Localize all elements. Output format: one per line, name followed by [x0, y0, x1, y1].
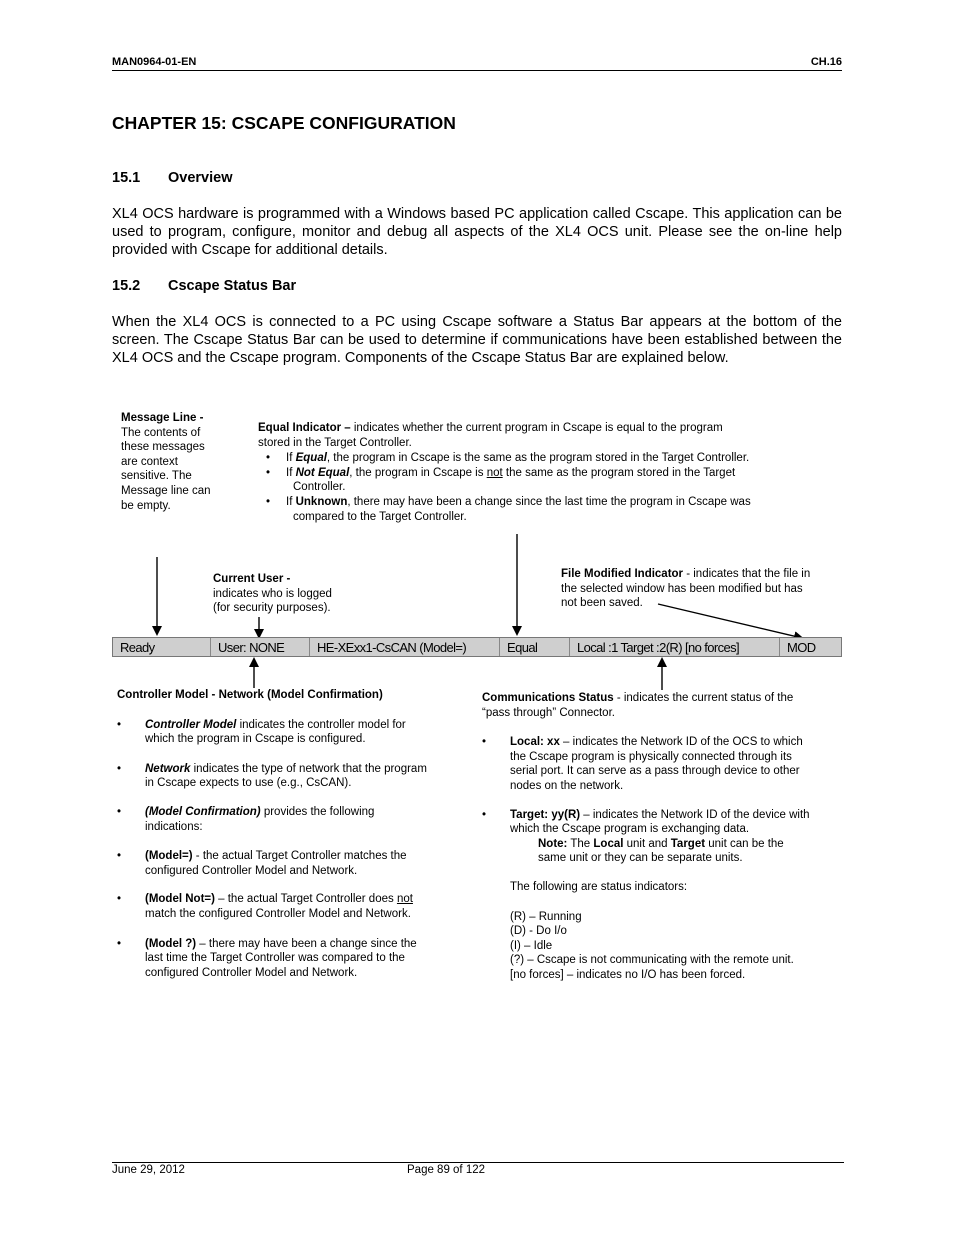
- bullet-text: If: [286, 495, 296, 508]
- message-line-text: these messages: [121, 441, 205, 454]
- current-user-title: Current User -: [213, 573, 291, 585]
- status-bar-paragraph: When the XL4 OCS is connected to a PC using Cscape software a Status Bar appears at the bottom of the screen. The Cscape Status Bar can be used to determine if communications have been established between the XL4 OCS and the Cscape program. Components of the Cscape Status Bar are explained below.: [112, 314, 842, 366]
- current-user-text: indicates who is logged: [213, 587, 332, 600]
- bullet-key: (Model=): [145, 850, 193, 863]
- section-title: Overview: [168, 170, 233, 186]
- bullet-key: Controller Model: [145, 718, 237, 731]
- bullet-text: which the Cscape program is exchanging data.: [510, 823, 750, 836]
- bullet-text: which the program in Cscape is configured.: [145, 733, 366, 746]
- chapter-title: CHAPTER 15: CSCAPE CONFIGURATION: [112, 113, 456, 133]
- bullet-text: the same as the program stored in the Target: [502, 466, 736, 479]
- indicator-item: [no forces] – indicates no I/O has been forced.: [510, 968, 746, 981]
- bullet-key: Network: [145, 762, 191, 775]
- section-number: 15.1: [112, 170, 141, 186]
- indicator-item: (R) – Running: [510, 910, 582, 923]
- bullet-text: – there may have been a change since the: [196, 937, 417, 950]
- bullet-text: If: [286, 466, 296, 479]
- bullet-text: provides the following: [260, 805, 375, 818]
- footer-date: June 29, 2012: [112, 1164, 185, 1176]
- message-line-text: The contents of: [121, 426, 201, 439]
- bullet-text: in Cscape expects to use (e.g., CsCAN).: [145, 777, 352, 790]
- section-title: Cscape Status Bar: [168, 278, 297, 294]
- bullet-text: If: [286, 452, 296, 465]
- note-text: The: [567, 837, 594, 850]
- file-modified-arrow: [658, 604, 802, 638]
- bullet-underline: not: [486, 466, 503, 479]
- overview-paragraph: XL4 OCS hardware is programmed with a Windows based PC application called Cscape. This application can be used to program, configure, monitor and debug all aspects of the XL4 OCS unit. Please see the on-line help provided with Cscape for additional details.: [112, 206, 842, 258]
- equal-bullet-2-cont: Controller.: [293, 481, 346, 494]
- network-bullet: • Network indicates the type of network that the program in Cscape expects to use (e.g., CsCAN).: [117, 762, 462, 791]
- equal-bullet-1: • If Equal, the program in Cscape is the same as the program stored in the Target Controller.: [266, 452, 750, 465]
- equal-bullet-3: • If Unknown, there may have been a change since the last time the program in Cscape was: [266, 495, 751, 508]
- local-bullet: • Local: xx – indicates the Network ID of the OCS to which the Cscape program is physically connected through its serial port. It can serve as a pass through device to other nodes on the network.: [482, 735, 844, 793]
- bullet-text: last time the Target Controller was compared to the: [145, 952, 405, 965]
- message-line-title: Message Line -: [121, 412, 204, 424]
- bullet-text: indicates the controller model for: [236, 718, 406, 731]
- bullet-text: match the configured Controller Model and Network.: [145, 907, 411, 920]
- bullet-text: the Cscape program is physically connected through its: [510, 750, 792, 763]
- controller-model-bullet: • Controller Model indicates the controller model for which the program in Cscape is configured.: [117, 718, 462, 747]
- indicator-item: (?) – Cscape is not communicating with the remote unit.: [510, 954, 794, 967]
- equal-intro-cont: stored in the Target Controller.: [258, 436, 412, 449]
- equal-bullet-3-cont: compared to the Target Controller.: [293, 510, 467, 523]
- message-line-text: be empty.: [121, 499, 171, 512]
- file-modified-text: not been saved.: [561, 597, 643, 610]
- footer-rule: [112, 1162, 844, 1163]
- bullet-text: – indicates the Network ID of the OCS to which: [559, 736, 803, 749]
- bullet-underline: not: [396, 893, 413, 906]
- cscape-status-bar: [112, 637, 842, 657]
- bullet-text: , there may have been a change since the last time the program in Cscape was: [347, 495, 751, 508]
- comm-status-text: - indicates the current status of the: [613, 692, 794, 704]
- equal-intro: indicates whether the current program in Cscape is equal to the program: [350, 422, 723, 434]
- bullet-text: indications:: [145, 820, 203, 833]
- note-key: Target: [670, 837, 706, 850]
- current-user-text: (for security purposes).: [213, 602, 331, 615]
- section-number: 15.2: [112, 278, 141, 294]
- bullet-text: nodes on the network.: [510, 779, 624, 792]
- doc-id: MAN0964-01-EN: [112, 56, 197, 68]
- model-confirmation-bullet: • (Model Confirmation) provides the following indications:: [117, 805, 462, 834]
- target-bullet: • Target: yy(R) – indicates the Network ID of the device with which the Cscape program is exchanging data. Note: The Local unit and Target unit can be the same unit or they can be separate units.: [482, 808, 844, 866]
- bullet-key: (Model Confirmation): [145, 805, 261, 818]
- file-modified-title: File Modified Indicator: [561, 568, 684, 580]
- controller-model-title: Controller Model - Network (Model Confirmation): [117, 689, 383, 701]
- file-modified-text: - indicates that the file in: [683, 568, 811, 580]
- bullet-key: Local: xx: [510, 736, 560, 749]
- bullet-text: – indicates the Network ID of the device with: [580, 808, 810, 821]
- bullet-text: indicates the type of network that the program: [190, 762, 427, 775]
- bullet-key: Unknown: [295, 495, 348, 508]
- bullet-text: configured Controller Model and Network.: [145, 864, 358, 877]
- bullet-key: Target: yy(R): [510, 808, 581, 821]
- bullet-text: – the actual Target Controller does: [214, 893, 397, 906]
- note-text: unit and: [623, 837, 671, 850]
- status-user: User: NONE: [211, 638, 310, 656]
- bullet-key: (Model ?): [145, 937, 197, 950]
- bullet-key: Equal: [295, 452, 327, 465]
- message-line-text: sensitive. The: [121, 470, 192, 483]
- message-line-text: Message line can: [121, 484, 211, 497]
- status-comm: Local :1 Target :2(R) [no forces]: [570, 638, 780, 656]
- status-model: HE-XExx1-CsCAN (Model=): [310, 638, 500, 656]
- comm-status-section: [482, 691, 844, 983]
- indicator-item: (I) – Idle: [510, 939, 553, 952]
- note-key: Local: [593, 837, 624, 850]
- comm-status-text: “pass through” Connector.: [482, 706, 615, 719]
- note-text: same unit or they can be separate units.: [538, 852, 743, 865]
- footer-page: Page 89 of 122: [407, 1164, 486, 1176]
- status-ready: Ready: [113, 638, 211, 656]
- equal-indicator-title: Equal Indicator –: [258, 422, 351, 434]
- chapter-tag: CH.16: [810, 56, 842, 68]
- indicators-intro: The following are status indicators:: [510, 880, 688, 893]
- bullet-text: , the program in Cscape is: [349, 466, 487, 479]
- message-line-text: are context: [121, 455, 178, 468]
- status-mod: MOD: [787, 640, 816, 655]
- bullet-text: , the program in Cscape is the same as the program stored in the Target Controller.: [326, 452, 750, 465]
- model-unknown-bullet: • (Model ?) – there may have been a change since the last time the Target Controller was compared to the configured Controller Model and Network.: [117, 937, 462, 981]
- indicators-list: [482, 910, 844, 983]
- status-equal: Equal: [500, 638, 570, 656]
- bullet-key: (Model Not=): [145, 893, 215, 906]
- file-modified-text: the selected window has been modified but has: [561, 582, 803, 595]
- note-text: unit can be the: [705, 837, 784, 850]
- note-line: [510, 837, 844, 852]
- comm-status-title: Communications Status: [482, 692, 614, 704]
- bullet-key: Not Equal: [295, 466, 350, 479]
- equal-bullet-2: • If Not Equal, the program in Cscape is not the same as the program stored in the Target: [266, 466, 736, 479]
- controller-model-section: [117, 688, 462, 980]
- bullet-text: - the actual Target Controller matches the: [192, 850, 407, 863]
- bullet-text: configured Controller Model and Network.: [145, 966, 358, 979]
- model-equal-bullet: • (Model=) - the actual Target Controller matches the configured Controller Model and Network.: [117, 849, 462, 878]
- model-not-equal-bullet: • (Model Not=) – the actual Target Controller does not match the configured Controller Model and Network.: [117, 892, 462, 921]
- bullet-text: serial port. It can serve as a pass through device to other: [510, 765, 800, 778]
- indicator-item: (D) - Do I/o: [510, 925, 567, 938]
- note-label: Note:: [538, 837, 568, 850]
